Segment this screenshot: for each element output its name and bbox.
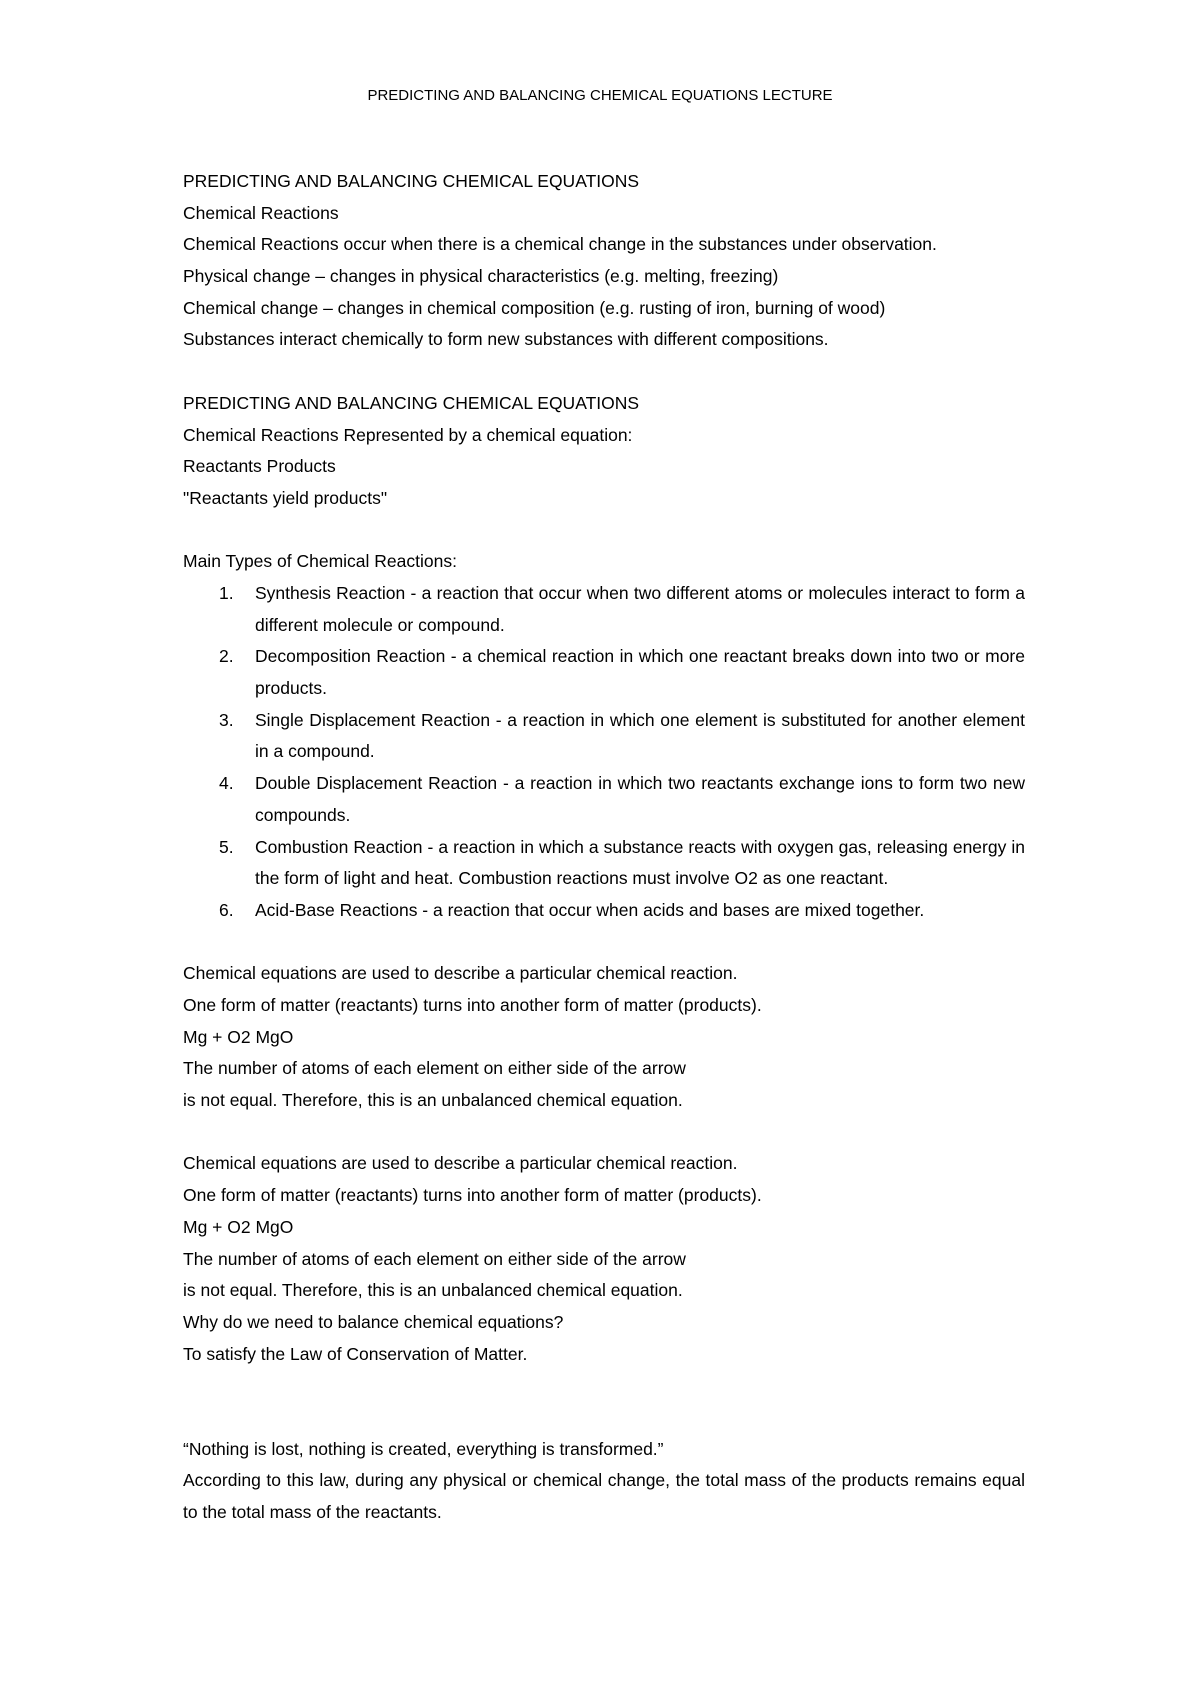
law-paragraph: According to this law, during any physical or chemical change, the total mass of the products remains equal to the total mass of the reactants. [183,1470,1025,1523]
paragraph-line: Chemical equations are used to describe a particular chemical reaction. [183,963,738,984]
spacer [183,356,1025,388]
list-number: 2. [219,646,234,667]
chemical-equation: Mg + O2 MgO [183,1216,294,1237]
paragraph-line: Chemical Reactions Represented by a chemical equation: [183,424,633,445]
list-item-text: Synthesis Reaction - a reaction that occur when two different atoms or molecules interact to form a different molecule or compound. [255,582,1025,635]
paragraph-line: Chemical equations are used to describe a particular chemical reaction. [183,1153,738,1174]
spacer [183,927,1025,959]
list-item-text: Single Displacement Reaction - a reaction in which one element is substituted for another element in a compound. [255,709,1025,762]
chemical-equation: Mg + O2 MgO [183,1026,294,1047]
document-body [183,166,1025,1529]
spacer [183,1117,1025,1149]
paragraph-line: Chemical Reactions occur when there is a chemical change in the substances under observation. [183,234,937,255]
list-heading: Main Types of Chemical Reactions: [183,551,457,572]
section-heading: PREDICTING AND BALANCING CHEMICAL EQUATIONS [183,392,640,413]
list-item [183,578,1025,641]
reaction-types-list [183,578,1025,927]
list-item [183,705,1025,768]
spacer [183,515,1025,547]
list-item [183,895,1025,927]
list-number: 6. [219,899,234,920]
list-number: 3. [219,709,234,730]
paragraph-line: is not equal. Therefore, this is an unbalanced chemical equation. [183,1280,683,1301]
section1-subheading: Chemical Reactions [183,202,339,223]
list-item-text: Decomposition Reaction - a chemical reaction in which one reactant breaks down into two or more products. [255,646,1025,699]
list-item-text: Double Displacement Reaction - a reaction in which two reactants exchange ions to form two new compounds. [255,773,1025,825]
list-item-text: Combustion Reaction - a reaction in which a substance reacts with oxygen gas, releasing energy in the form of light and heat. Combustion reactions must involve O2 as one reactant. [255,836,1025,889]
list-item-text: Acid-Base Reactions - a reaction that occur when acids and bases are mixed together. [255,899,925,920]
list-number: 1. [219,582,234,603]
paragraph-line: One form of matter (reactants) turns into another form of matter (products). [183,1185,762,1206]
section-heading: PREDICTING AND BALANCING CHEMICAL EQUATIONS [183,171,640,191]
paragraph-line: "Reactants yield products" [183,487,388,508]
answer-line: To satisfy the Law of Conservation of Matter. [183,1343,528,1364]
paragraph-line: The number of atoms of each element on either side of the arrow [183,1058,686,1079]
quote: “Nothing is lost, nothing is created, everything is transformed.” [183,1438,664,1459]
paragraph-line: is not equal. Therefore, this is an unbalanced chemical equation. [183,1090,683,1111]
paragraph-line: Substances interact chemically to form new substances with different compositions. [183,329,829,350]
paragraph-line: One form of matter (reactants) turns into another form of matter (products). [183,995,762,1016]
question-line: Why do we need to balance chemical equations? [183,1311,564,1332]
list-number: 5. [219,836,234,857]
running-header: PREDICTING AND BALANCING CHEMICAL EQUATIONS LECTURE [367,87,833,104]
paragraph-line: Physical change – changes in physical characteristics (e.g. melting, freezing) [183,266,779,287]
paragraph-line: The number of atoms of each element on either side of the arrow [183,1248,686,1269]
spacer [183,1370,1025,1433]
list-number: 4. [219,773,234,794]
paragraph-line: Reactants Products [183,456,336,477]
list-item [183,641,1025,704]
list-item [183,832,1025,895]
list-item [183,768,1025,831]
paragraph-line: Chemical change – changes in chemical composition (e.g. rusting of iron, burning of wood) [183,297,886,318]
